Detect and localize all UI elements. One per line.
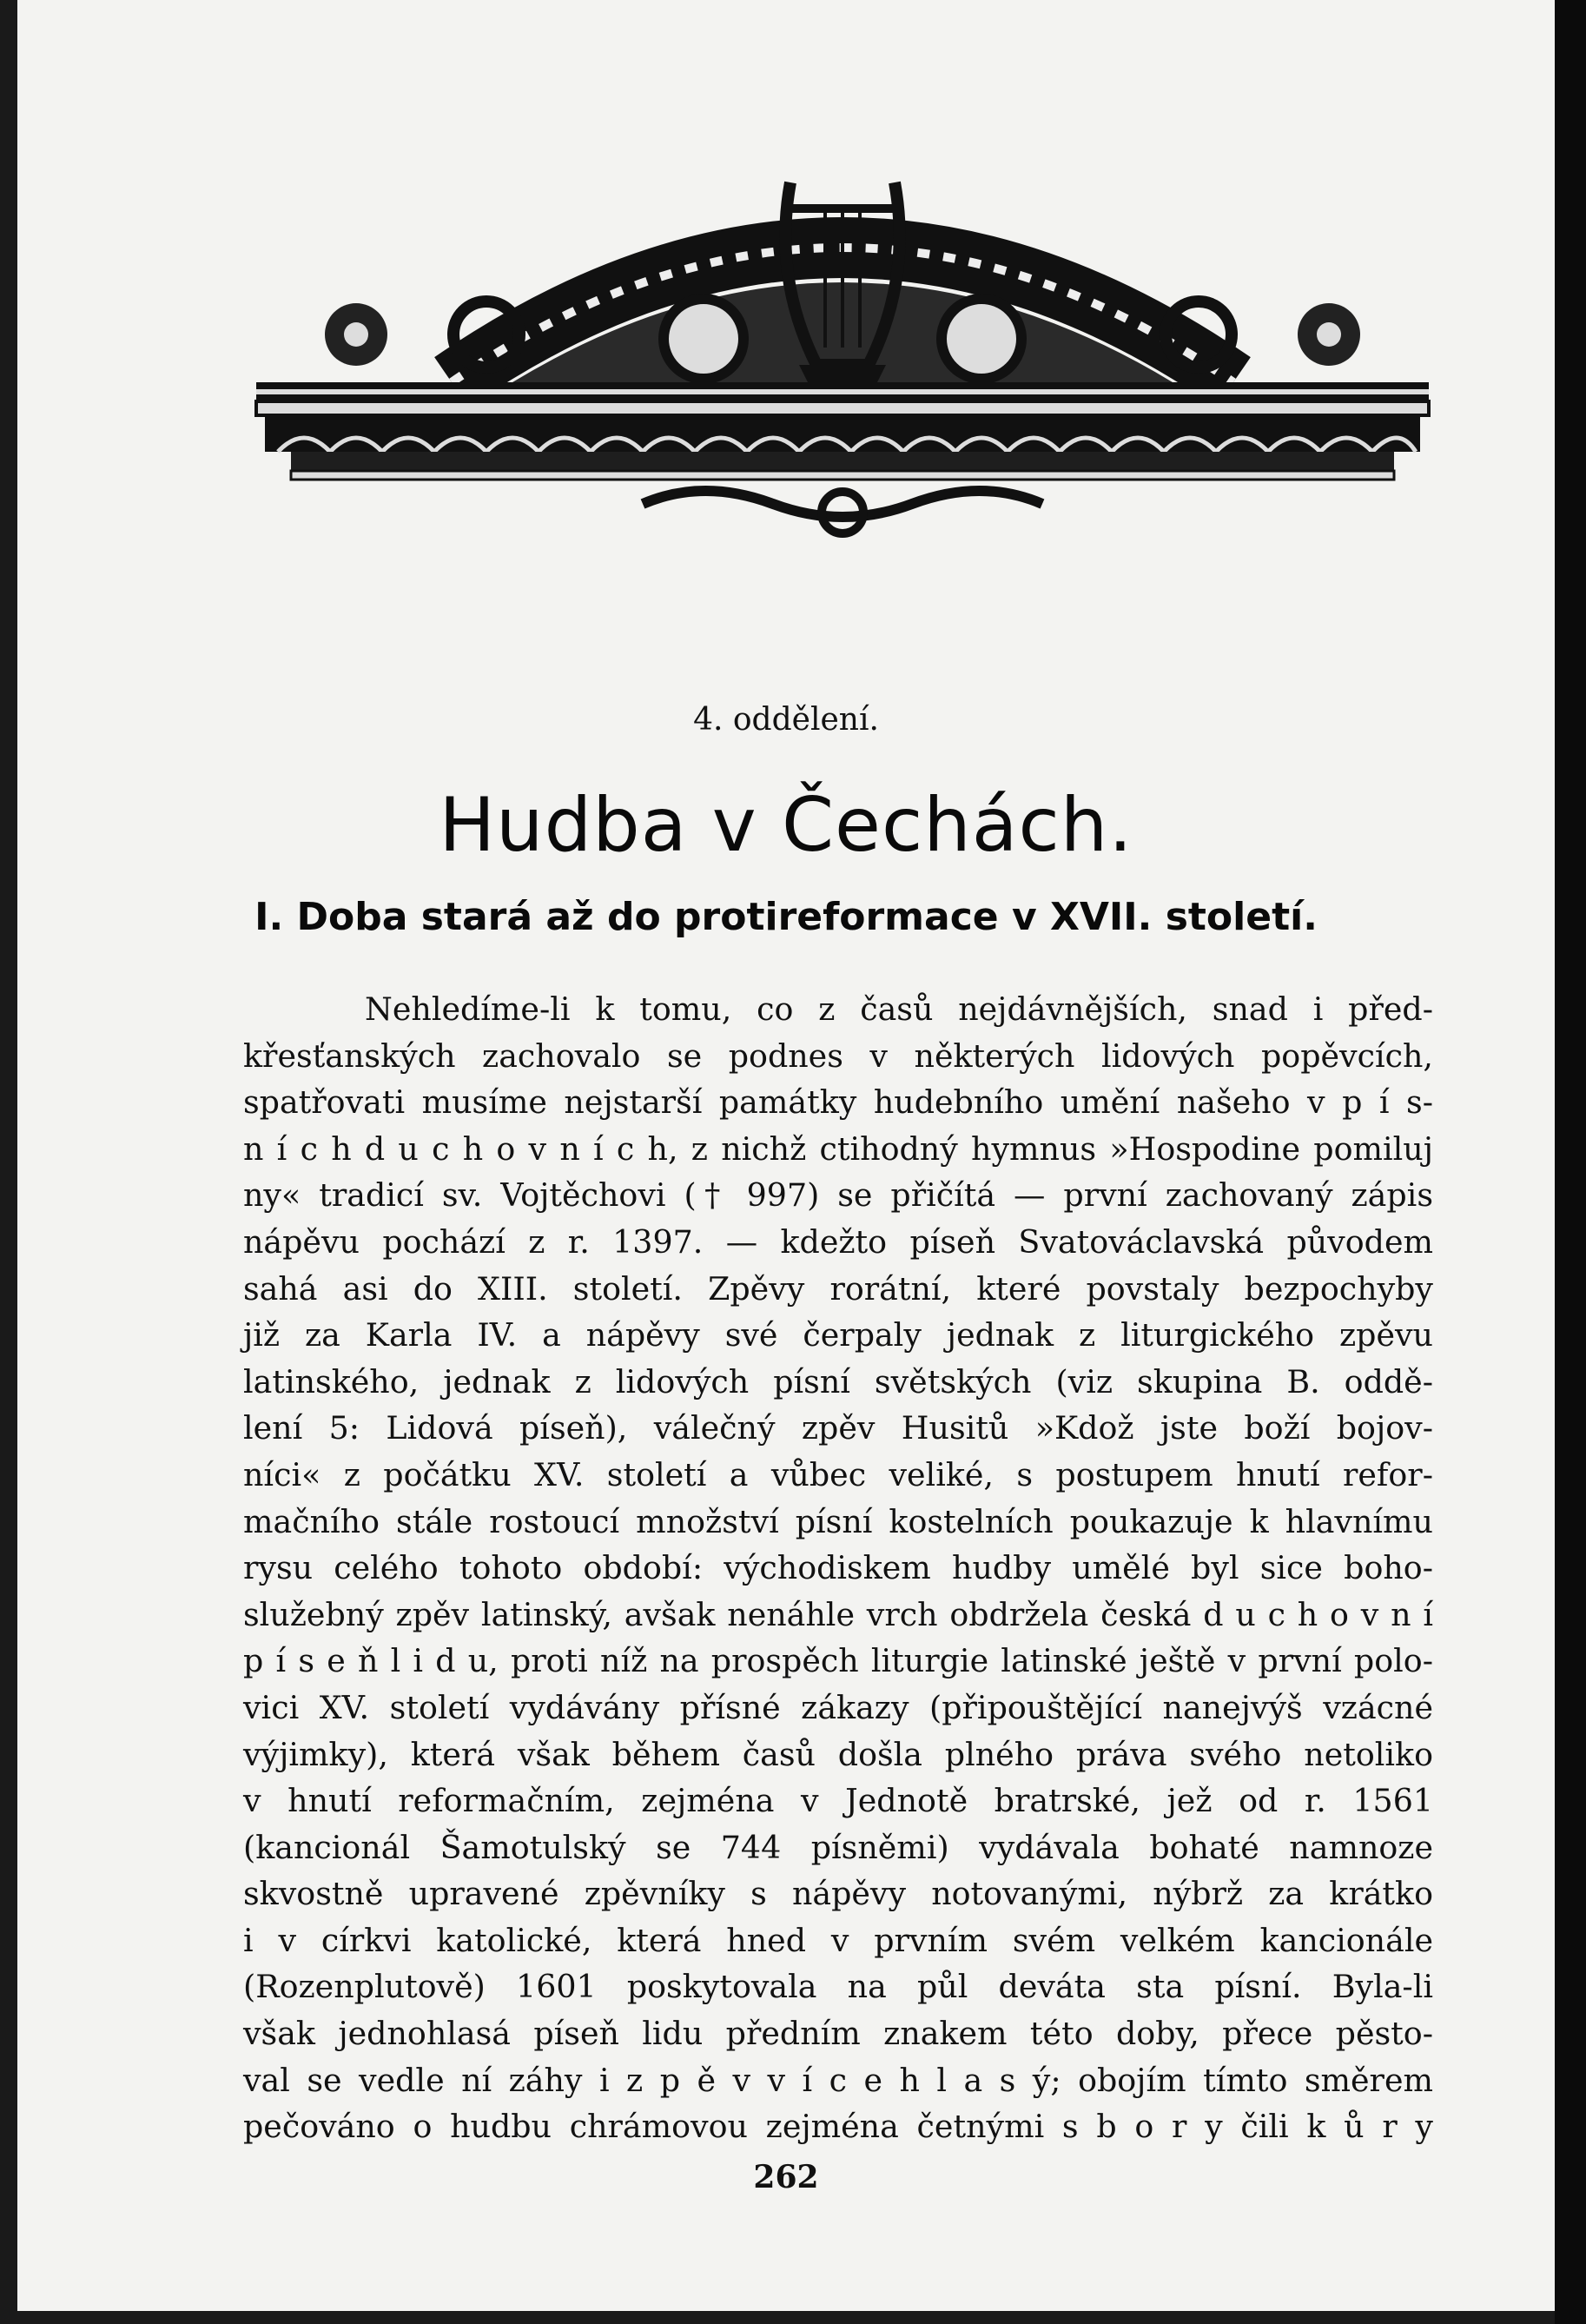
text-line: níci« z počátku XV. století a vůbec veliké, s postupem hnutí refor- — [243, 1455, 1433, 1493]
text-line: lení 5: Lidová píseň), válečný zpěv Husitů »Kdož jste boží bojov- — [243, 1409, 1433, 1447]
text-line: pečováno o hudbu chrámovou zejména četnými s b o r y čili k ů r y — [243, 2108, 1433, 2146]
text-line: Nehledíme-li k tomu, co z časů nejdávnějších, snad i před- — [365, 990, 1433, 1028]
text-line: však jednohlasá píseň lidu předním znakem této doby, přece pěsto- — [243, 2015, 1433, 2053]
page — [17, 0, 1563, 2311]
right-rosette-icon — [1298, 303, 1360, 366]
text-line: spatřovati musíme nejstarší památky hudebního umění našeho v p í s- — [243, 1083, 1433, 1122]
text-line: skvostně upravené zpěvníky s nápěvy notovanými, nýbrž za krátko — [243, 1875, 1433, 1913]
chapter-subtitle: I. Doba stará až do protireformace v XVII. století. — [254, 895, 1318, 939]
text-line: p í s e ň l i d u, proti níž na prospěch liturgie latinské ještě v první polo- — [243, 1642, 1433, 1680]
text-line: ny« tradicí sv. Vojtěchovi († 997) se přičítá — první zachovaný zápis — [243, 1176, 1433, 1215]
text-line: (kancionál Šamotulský se 744 písněmi) vydávala bohaté namnoze — [243, 1828, 1433, 1866]
text-line: val se vedle ní záhy i z p ě v v í c e h l a s ý; obojím tímto směrem — [243, 2061, 1433, 2099]
page-title: Hudba v Čechách. — [439, 782, 1133, 869]
text-line: i v církvi katolické, která hned v prvním svém velkém kancionále — [243, 1921, 1433, 1959]
text-line: (Rozenplutově) 1601 poskytovala na půl deváta sta písní. Byla-li — [243, 1968, 1433, 2006]
text-line: v hnutí reformačním, zejména v Jednotě bratrské, jež od r. 1561 — [243, 1782, 1433, 1820]
left-rosette-icon — [325, 303, 387, 366]
text-line: již za Karla IV. a nápěvy své čerpaly jednak z liturgického zpěvu — [243, 1316, 1433, 1354]
text-line: n í c h d u c h o v n í c h, z nichž ctihodný hymnus »Hospodine pomiluj — [243, 1129, 1433, 1168]
body-paragraph — [243, 986, 1433, 2150]
text-line: mačního stále rostoucí množství písní kostelních poukazuje k hlavnímu — [243, 1502, 1433, 1540]
text-line: nápěvu pochází z r. 1397. — kdežto píseň Svatováclavská původem — [243, 1222, 1433, 1261]
text-line: výjimky), která však během časů došla plného práva svého netoliko — [243, 1735, 1433, 1773]
section-label: 4. oddělení. — [693, 702, 879, 738]
text-line: sahá asi do XIII. století. Zpěvy rorátní, které povstaly bezpochyby — [243, 1269, 1433, 1308]
text-line: služebný zpěv latinský, avšak nenáhle vrch obdržela česká d u c h o v n í — [243, 1595, 1433, 1633]
page-number: 262 — [753, 2159, 819, 2195]
scan-edge — [1555, 0, 1586, 2324]
lyre-ornament-headpiece — [252, 148, 1433, 565]
text-line: latinského, jednak z lidových písní světských (viz skupina B. oddě- — [243, 1362, 1433, 1400]
text-line: rysu celého tohoto období: východiskem hudby umělé byl sice boho- — [243, 1549, 1433, 1587]
text-line: vici XV. století vydávány přísné zákazy (připouštějící nanejvýš vzácné — [243, 1688, 1433, 1726]
text-line: křesťanských zachovalo se podnes v některých lidových popěvcích, — [243, 1036, 1433, 1075]
